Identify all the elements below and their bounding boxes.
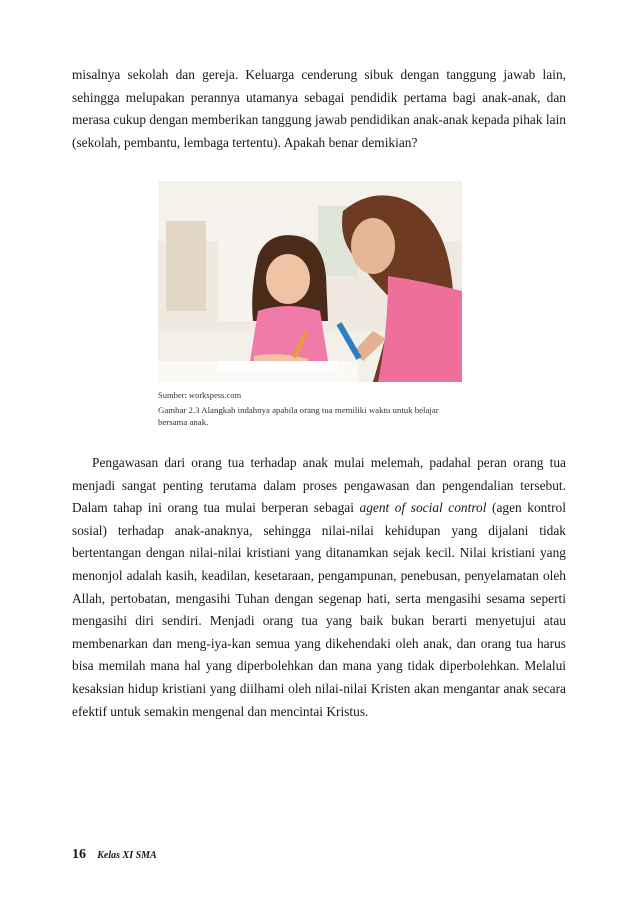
book-title: Kelas XI SMA (97, 850, 157, 861)
photo-mother-daughter-studying (158, 181, 462, 382)
paragraph-main (72, 452, 566, 723)
image-credit: Sumber: workspess.com (158, 390, 242, 400)
page-number: 16 (72, 847, 86, 862)
paragraph-main-text-2: (agen kontrol sosial) terhadap anak-anaknya, sehingga nilai-nilai kehidupan yang dijalani tidak bertentangan dengan nilai-nilai kristiani yang ditanamkan sejak kecil. Nilai kristiani yang menonjol adalah kasih, keadilan, kesetaraan, pengampunan, penebusan, penyelamatan oleh Allah, pertobatan, mengasihi Tuhan dengan segenap hati, serta mengasihi sesama seperti mengasihi diri sendiri. Menjadi orang tua yang baik bukan berarti menyetujui atau membenarkan dan meng-iya-kan semua yang dikehendaki oleh anak, dan orang tua harus bisa memilah mana hal yang diperbolehkan dan mana yang tidak diperbolehkan. Melalui kesaksian hidup kristiani yang diilhami oleh nilai-nilai Kristen akan mengantar anak secara efektif untuk semakin mengenal dan mencintai Kristus. (72, 500, 566, 719)
figure-caption: Gambar 2.3 Alangkah indahnya apabila orang tua memiliki waktu untuk belajar bersama anak. (158, 405, 439, 427)
paragraph-intro: misalnya sekolah dan gereja. Keluarga cenderung sibuk dengan tanggung jawab lain, sehingga melupakan perannya utamanya sebagai pendidik pertama bagi anak-anak, dan merasa cukup dengan memberikan tanggung jawab pendidikan anak-anak kepada pihak lain (sekolah, pembantu, lembaga tertentu). Apakah benar demikian? (72, 67, 566, 150)
italic-term: agent of social control (359, 500, 487, 516)
page-footer (72, 846, 157, 863)
paragraph-main-text-1: Pengawasan dari orang tua terhadap anak mulai melemah, padahal peran orang tua menjadi sangat penting terutama dalam proses pengawasan dan pengendalian tersebut. Dalam tahap ini orang tua mulai berperan sebagai (72, 455, 566, 516)
